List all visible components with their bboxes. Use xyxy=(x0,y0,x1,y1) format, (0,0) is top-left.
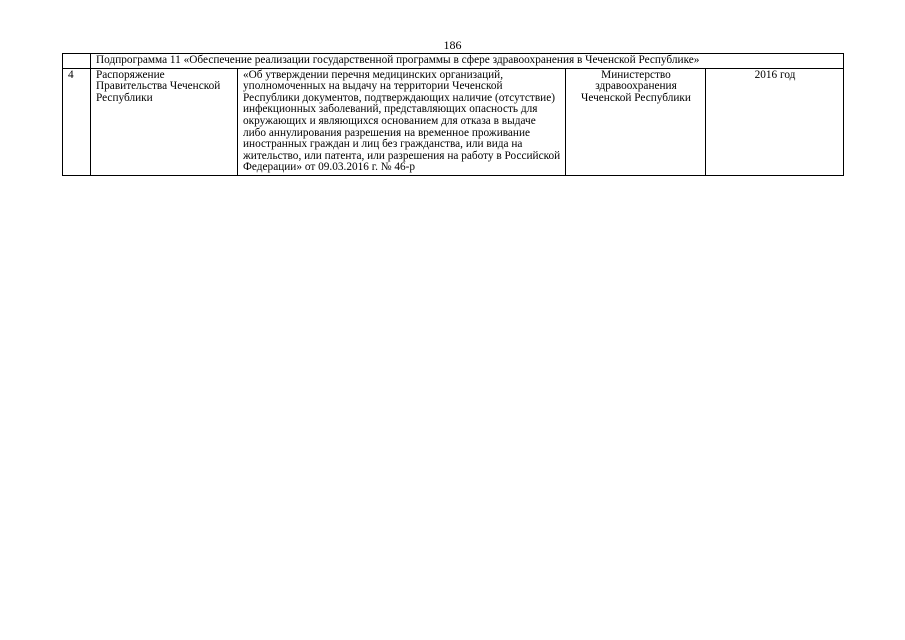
subprogram-number-cell xyxy=(63,54,91,69)
page-number: 186 xyxy=(443,38,462,52)
table-row xyxy=(63,68,844,175)
row-number: 4 xyxy=(63,68,91,175)
document-type: Распоряжение Правительства Чеченской Республики xyxy=(91,68,238,175)
subprogram-row xyxy=(63,54,844,69)
responsible-executor: Министерство здравоохранения Чеченской Республики xyxy=(566,68,706,175)
document-title: «Об утверждении перечня медицинских организаций, уполномоченных на выдачу на территории Чеченской Республики документов, подтверждающих наличие (отсутствие) инфекционных заболеваний, представляющих опасность для окружающих и являющихся основанием для отказа в выдаче либо аннулирования разрешения на временное проживание иностранных граждан и лиц без гражданства, или вида на жительство, или патента, или разрешения на работу в Российской Федерации» от 09.03.2016 г. № 46-р xyxy=(238,68,566,175)
implementation-year: 2016 год xyxy=(706,68,844,175)
subprogram-title: Подпрограмма 11 «Обеспечение реализации государственной программы в сфере здравоохранения в Чеченской Республике» xyxy=(91,54,844,69)
document-table xyxy=(62,53,844,176)
